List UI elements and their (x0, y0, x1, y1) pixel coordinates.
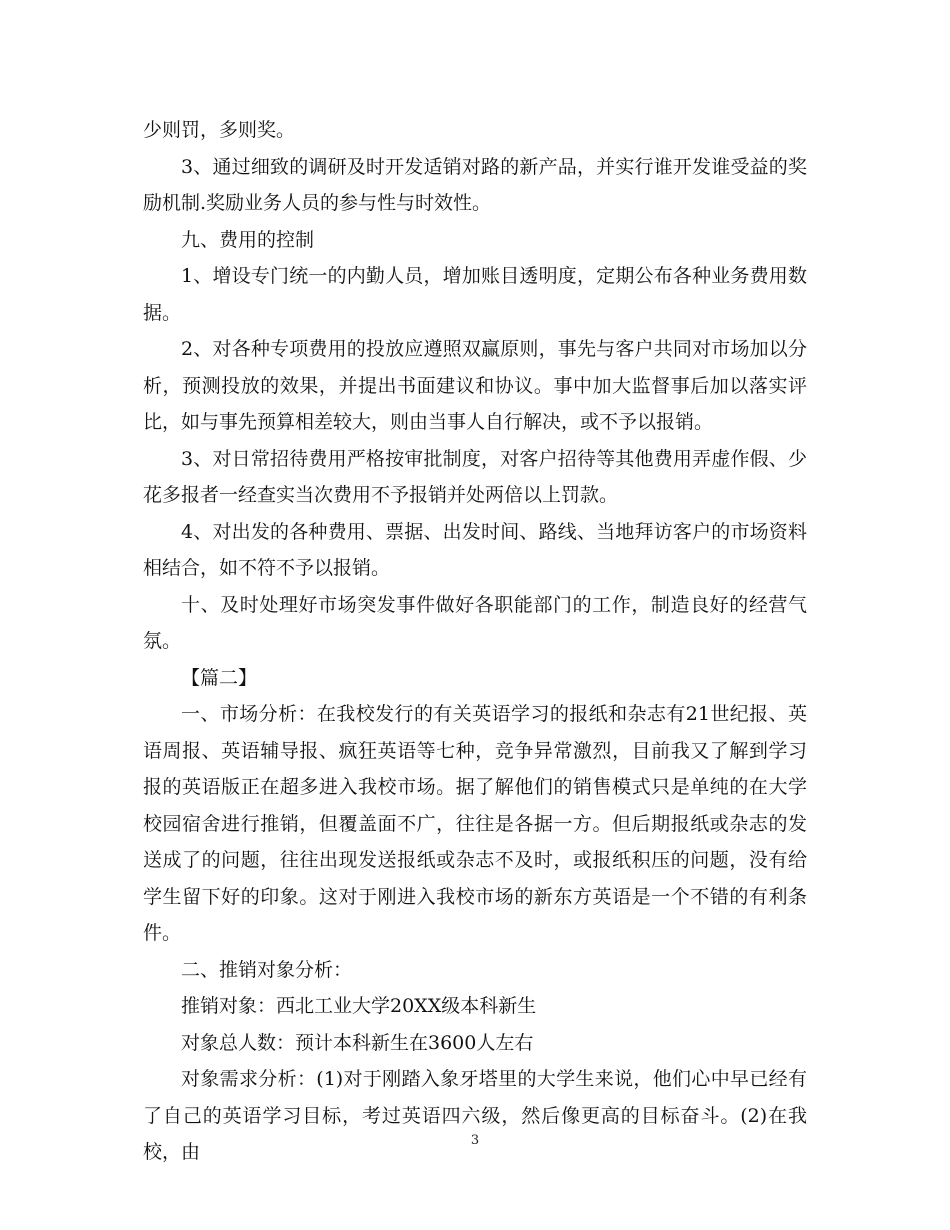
part-heading: 【篇二】 (181, 666, 258, 689)
paragraph: 推销对象：西北工业大学20XX级本科新生 (181, 995, 537, 1017)
paragraph: 1、增设专门统一的内勤人员，增加账目透明度，定期公布各种业务费用数据。 (143, 265, 807, 324)
paragraph: 4、对出发的各种费用、票据、出发时间、路线、当地拜访客户的市场资料相结合，如不符不予以报销。 (143, 520, 807, 579)
paragraph: 一、市场分析：在我校发行的有关英语学习的报纸和杂志有21世纪报、英语周报、英语辅导报、疯狂英语等七种，竞争异常激烈，目前我又了解到学习报的英语版正在超多进入我校市场。据了解他们的销售模式只是单纯的在大学校园宿舍进行推销，但覆盖面不广，往往是各据一方。但后期报纸或杂志的发送成了的问题，往往出现发送报纸或杂志不及时，或报纸积压的问题，没有给学生留下好的印象。这对于刚进入我校市场的新东方英语是一个不错的有利条件。 (143, 703, 807, 944)
paragraph: 对象需求分析：(1)对于刚踏入象牙塔里的大学生来说，他们心中早已经有了自己的英语学习目标，考过英语四六级，然后像更高的目标奋斗。(2)在我校，由 (143, 1068, 807, 1163)
section-heading: 九、费用的控制 (181, 228, 315, 251)
section-heading: 二、推销对象分析： (181, 958, 353, 981)
paragraph: 少则罚，多则奖。 (143, 119, 296, 141)
page-number: 3 (470, 1133, 480, 1148)
paragraph: 3、通过细致的调研及时开发适销对路的新产品，并实行谁开发谁受益的奖励机制.奖励业务人员的参与性与时效性。 (143, 155, 807, 214)
paragraph: 3、对日常招待费用严格按审批制度，对客户招待等其他费用弄虚作假、少花多报者一经查实当次费用不予报销并处两倍以上罚款。 (143, 447, 807, 506)
paragraph: 对象总人数：预计本科新生在3600人左右 (181, 1031, 534, 1054)
document-body (143, 112, 807, 1171)
paragraph: 2、对各种专项费用的投放应遵照双赢原则，事先与客户共同对市场加以分析，预测投放的效果，并提出书面建议和协议。事中加大监督事后加以落实评比，如与事先预算相差较大，则由当事人自行解决，或不予以报销。 (143, 338, 807, 433)
paragraph: 十、及时处理好市场突发事件做好各职能部门的工作，制造良好的经营气氛。 (143, 593, 807, 652)
